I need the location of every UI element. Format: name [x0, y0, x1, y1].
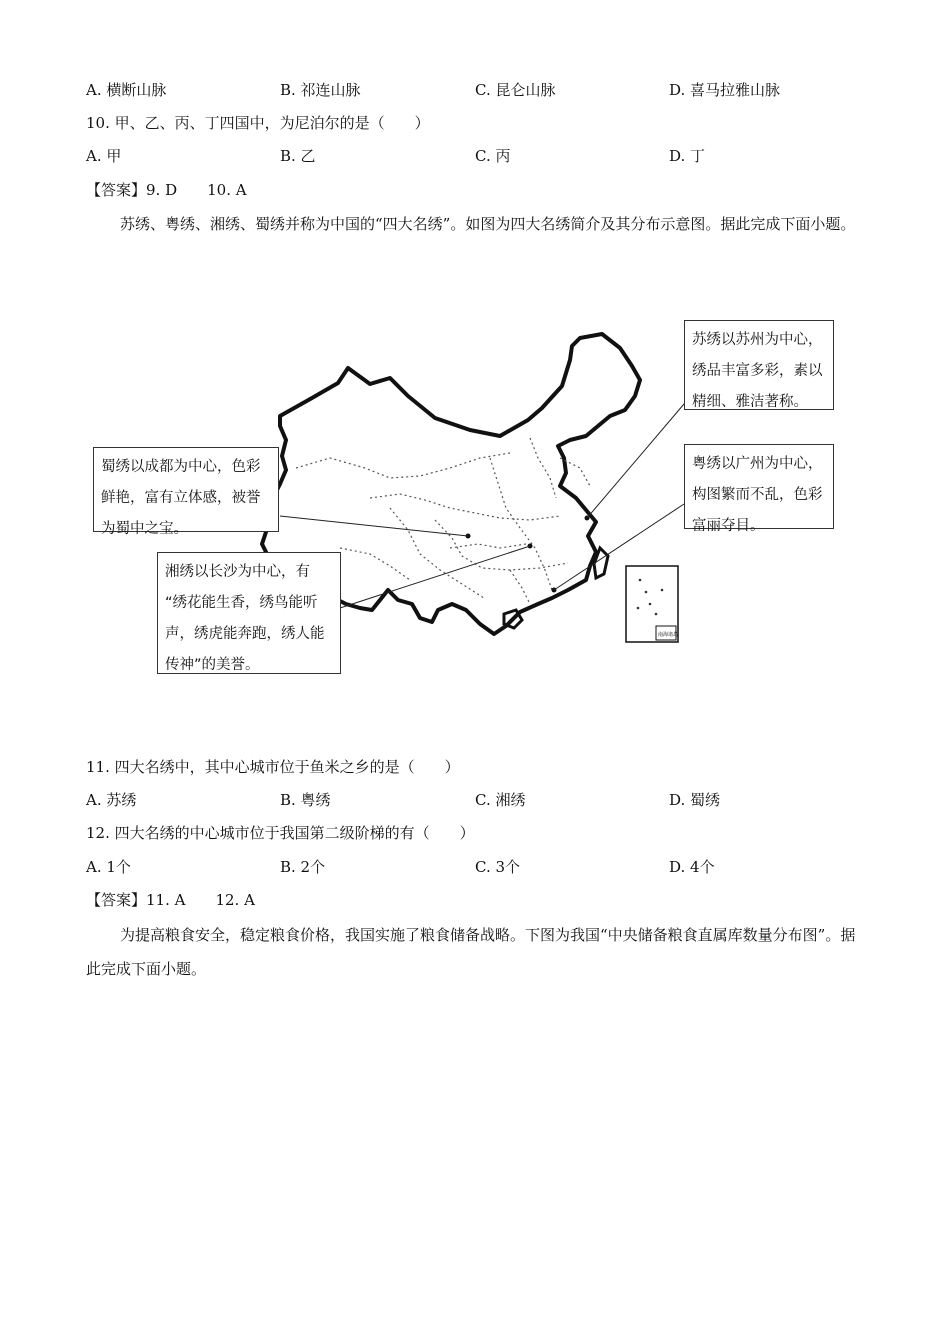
callout-line: 精细、雅洁著称。 [692, 394, 808, 410]
q10-question: 10. 甲、乙、丙、丁四国中，为尼泊尔的是（ ） [86, 114, 430, 132]
callout-line: 传神”的美誉。 [165, 657, 260, 673]
callout-line: 粤绣以广州为中心， [692, 456, 823, 472]
callout-line: 构图繁而不乱，色彩 [692, 487, 823, 503]
q9-option-d: D. 喜马拉雅山脉 [669, 81, 781, 99]
callout-su-embroidery [684, 320, 834, 410]
callout-line: 为蜀中之宝。 [101, 521, 188, 537]
q9-option-a: A. 横断山脉 [86, 81, 167, 99]
callout-line: 富丽夺目。 [692, 518, 765, 534]
callout-line: 湘绣以长沙为中心，有 [165, 564, 310, 580]
q11-option-d: D. 蜀绣 [669, 791, 721, 809]
q10-option-c: C. 丙 [475, 147, 511, 165]
inset-label: 南海诸岛 [658, 632, 679, 638]
q10-option-d: D. 丁 [669, 147, 706, 165]
q11-options [86, 789, 866, 811]
callout-line: 苏绣以苏州为中心， [692, 332, 823, 348]
xiang-leader-line [340, 546, 530, 608]
q11-option-b: B. 粤绣 [280, 791, 331, 809]
callout-yue-embroidery [684, 444, 834, 534]
q12-option-d: D. 4个 [669, 858, 715, 876]
q12-option-b: B. 2个 [280, 858, 326, 876]
callout-xiang-embroidery [157, 552, 341, 674]
intro-grain-reserve: 为提高粮食安全，稳定粮食价格，我国实施了粮食储备战略。下图为我国“中央储备粮食直属库数量分布图”。据此完成下面小题。 [86, 926, 856, 978]
callout-line: “绣花能生香，绣鸟能听 [165, 595, 318, 611]
answer-11-12: 【答案】11. A 12. A [86, 891, 255, 909]
q9-option-b: B. 祁连山脉 [280, 81, 361, 99]
q11-option-c: C. 湘绣 [475, 791, 526, 809]
q12-question: 12. 四大名绣的中心城市位于我国第二级阶梯的有（ ） [86, 824, 475, 842]
q10-option-a: A. 甲 [86, 147, 122, 165]
answer-9-10: 【答案】9. D 10. A [86, 181, 247, 199]
callout-line: 绣品丰富多彩，素以 [692, 363, 823, 379]
callout-line: 鲜艳，富有立体感，被誉 [101, 490, 261, 506]
q10-option-b: B. 乙 [280, 147, 316, 165]
shu-leader-line [280, 516, 468, 536]
q12-option-a: A. 1个 [86, 858, 131, 876]
q10-options [86, 145, 866, 167]
q9-option-c: C. 昆仑山脉 [475, 81, 556, 99]
q11-question: 11. 四大名绣中，其中心城市位于鱼米之乡的是（ ） [86, 758, 460, 776]
q12-options [86, 856, 866, 878]
callout-line: 声，绣虎能奔跑，绣人能 [165, 626, 325, 642]
embroidery-map-figure [90, 308, 850, 718]
callout-shu-embroidery [93, 447, 279, 537]
intro-embroidery: 苏绣、粤绣、湘绣、蜀绣并称为中国的“四大名绣”。如图为四大名绣简介及其分布示意图。据此完成下面小题。 [120, 215, 856, 233]
callout-line: 蜀绣以成都为中心，色彩 [101, 459, 261, 475]
q11-option-a: A. 苏绣 [86, 791, 137, 809]
q12-option-c: C. 3个 [475, 858, 521, 876]
q9-options [86, 79, 866, 101]
